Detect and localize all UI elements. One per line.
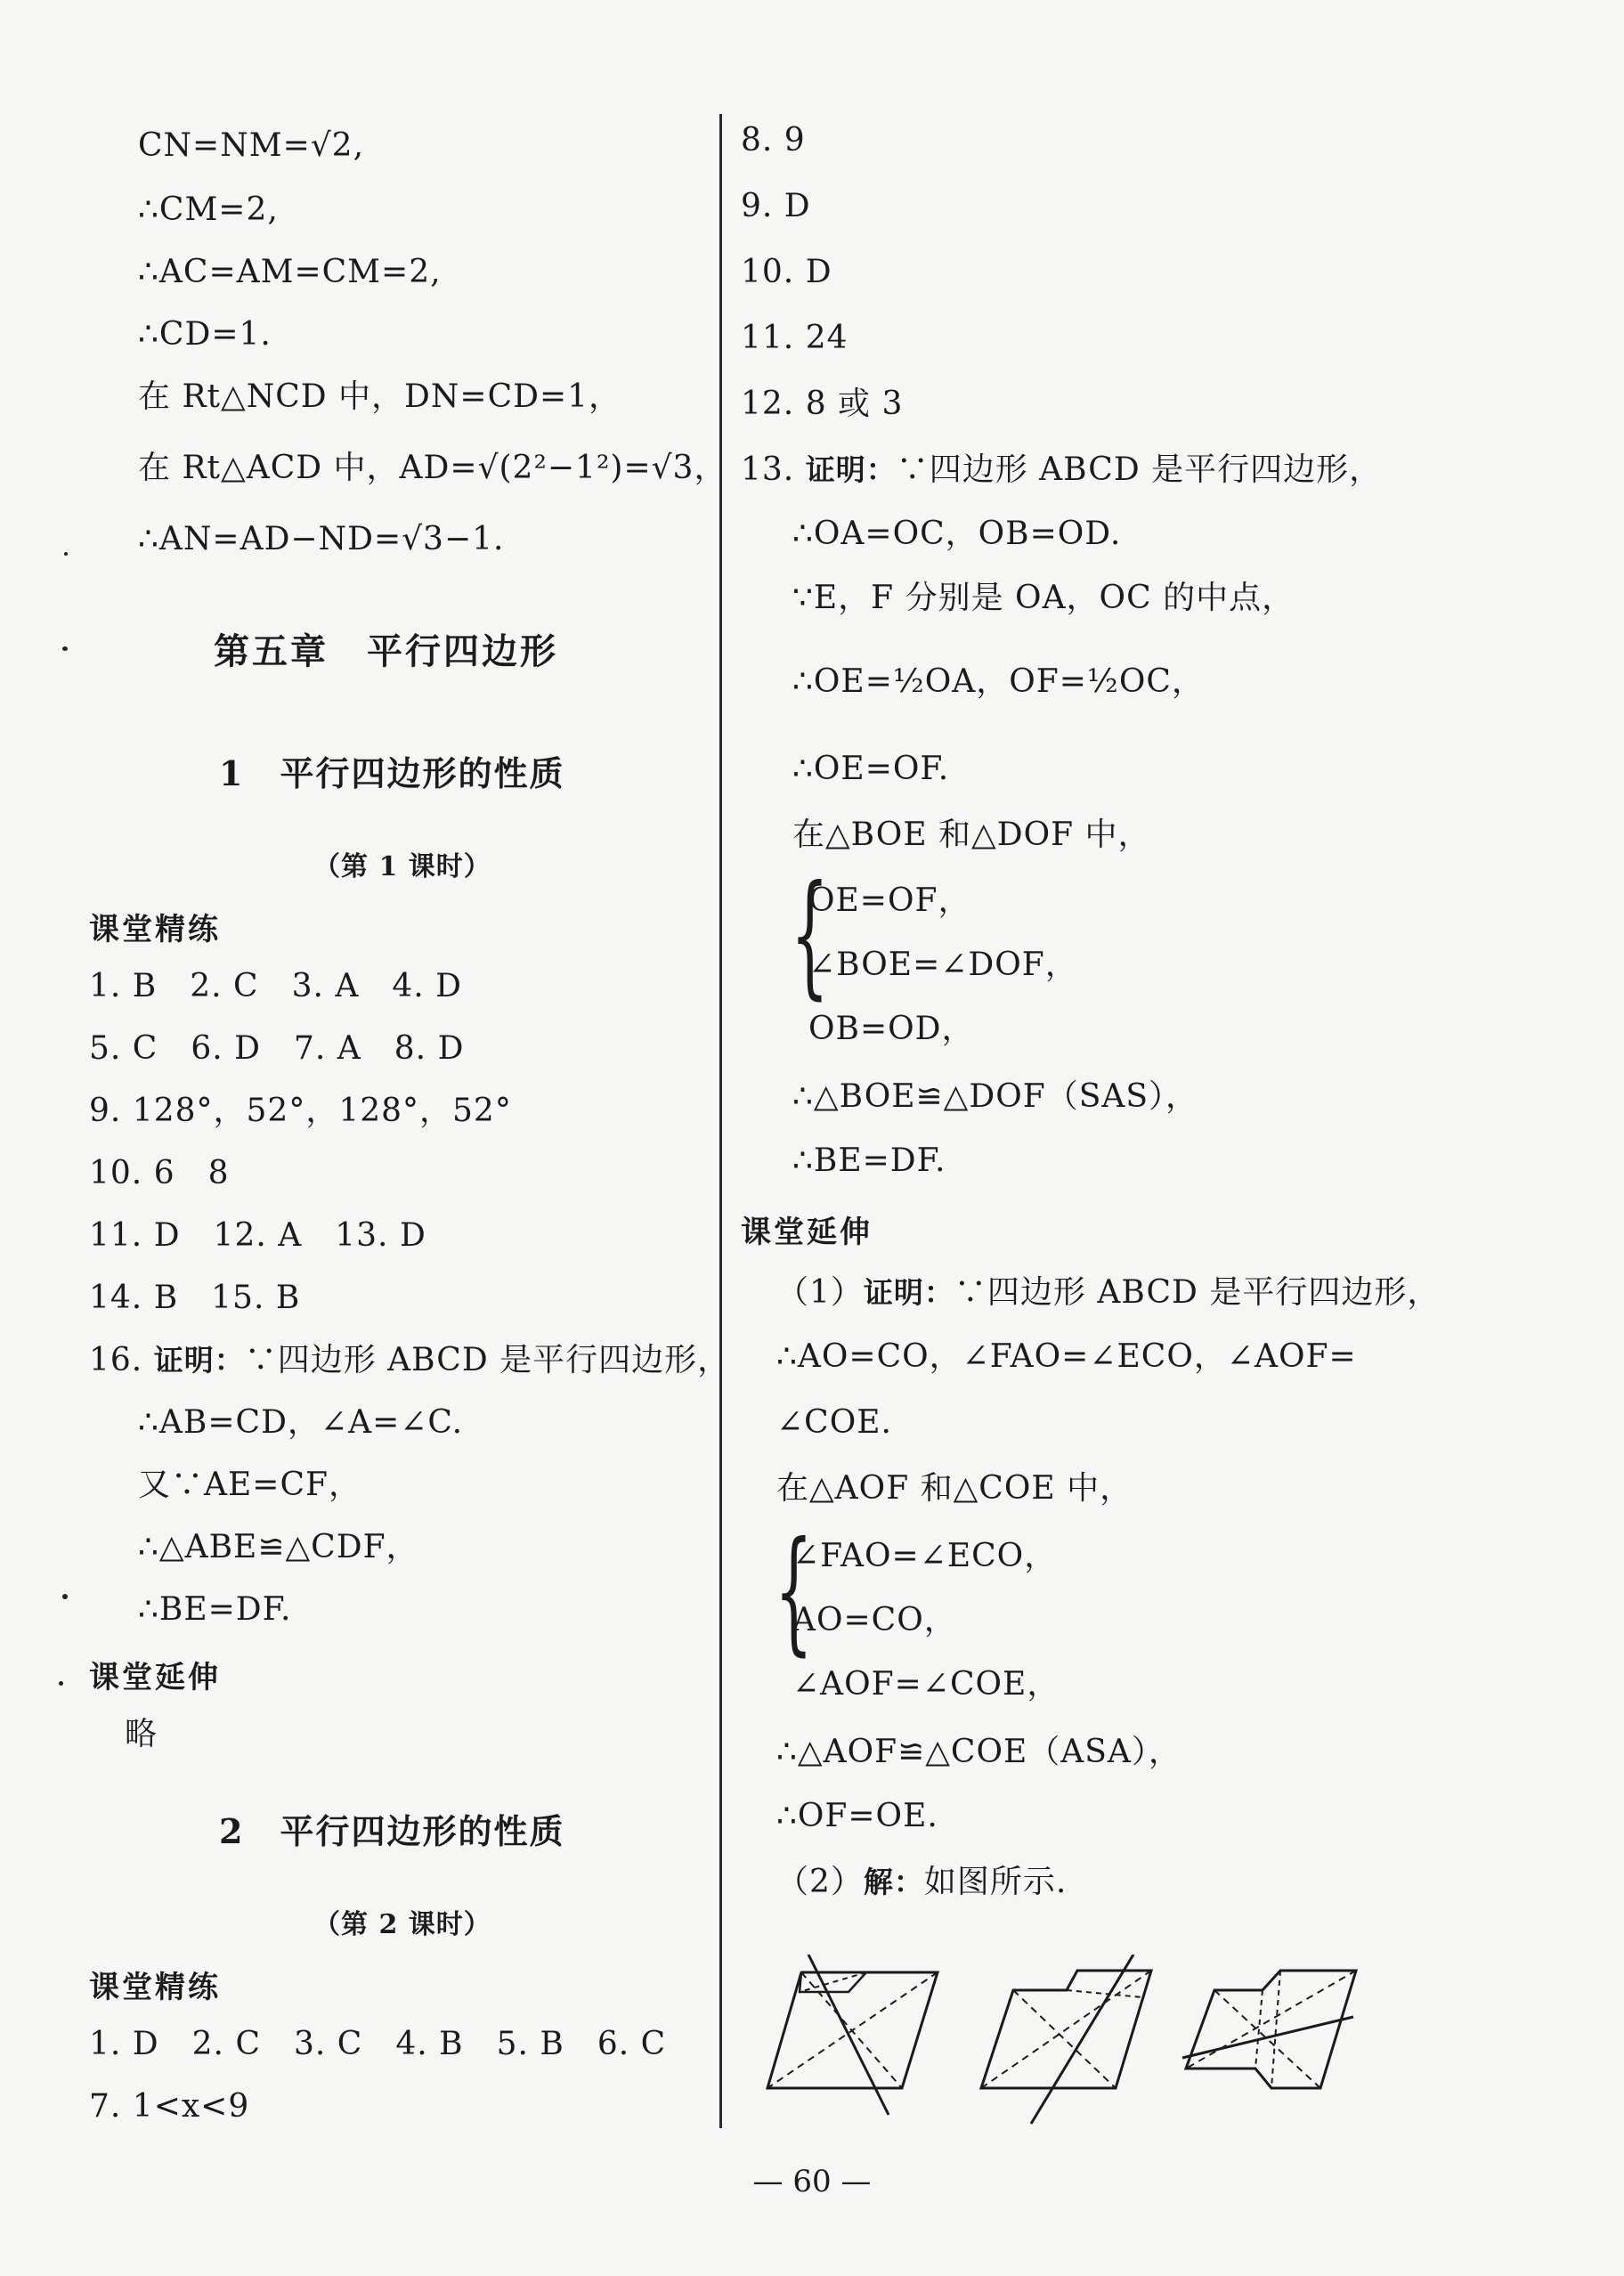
text-line: ∴AC=AM=CM=2, (138, 254, 442, 290)
part-prefix: （1） (776, 1274, 864, 1311)
proof-line: ∴△ABE≌△CDF， (138, 1529, 419, 1565)
practice-heading: 课堂精练 (89, 912, 221, 947)
proof-text: ∵四边形 ABCD 是平行四边形， (896, 451, 1383, 488)
answer-line: 1. D 2. C 3. C 4. B 5. B 6. C (89, 2026, 667, 2062)
lesson-label: （第 1 课时） (313, 851, 491, 882)
extension-1-line (776, 1273, 1440, 1313)
chapter-title: 第五章 平行四边形 (214, 630, 558, 672)
column-divider (719, 114, 722, 2128)
system-brace: { (775, 1514, 813, 1669)
proof-label: 证明： (153, 1343, 245, 1378)
answer-line: 8. 9 (741, 122, 806, 159)
page-number: — 60 — (752, 2164, 872, 2199)
text-line: 在 Rt△ACD 中，AD=√(2²−1²)=√3， (138, 450, 727, 486)
proof-13-line (741, 451, 1382, 490)
proof-line: ∴△AOF≌△COE（ASA）， (776, 1734, 1181, 1770)
proof-line: 在△BOE 和△DOF 中， (792, 817, 1151, 853)
figure-3-fold (1255, 1990, 1263, 2069)
solution-text: 如图所示. (923, 1864, 1068, 1900)
figure-1-diagonal (767, 1972, 938, 2088)
text-line: ∴CM=2, (138, 191, 279, 228)
answer-line: 10. 6 8 (89, 1155, 230, 1191)
proof-line: ∠COE. (776, 1404, 892, 1441)
scan-speck (64, 552, 68, 556)
figure-2-diagonal (1013, 1990, 1116, 2088)
system-line: ∠FAO=∠ECO， (792, 1538, 1058, 1574)
figure-3-fold (1271, 1971, 1280, 2088)
extension-heading: 课堂延伸 (741, 1215, 873, 1250)
extension-text: 略 (125, 1716, 158, 1752)
answer-line: 9. 128°，52°，128°，52° (89, 1093, 512, 1129)
extension-heading: 课堂延伸 (89, 1660, 221, 1695)
parallelogram-figures (764, 1955, 1387, 2142)
proof-label: 证明： (805, 452, 897, 487)
proof-line: ∴BE=DF. (792, 1142, 946, 1179)
practice-heading: 课堂精练 (89, 1970, 221, 2005)
answer-line: 11. 24 (741, 320, 849, 356)
figure-3-parallelogram (1186, 1971, 1356, 2088)
text-line: 在 Rt△NCD 中，DN=CD=1， (138, 378, 622, 415)
system-line: OB=OD， (808, 1011, 975, 1047)
scan-speck (59, 1681, 63, 1686)
proof-line: ∴OA=OC，OB=OD. (792, 516, 1122, 552)
proof-line: ∴OF=OE. (776, 1798, 938, 1834)
proof-line: ∴OE=½OA，OF=½OC， (792, 663, 1205, 700)
proof-label: 证明： (863, 1275, 954, 1310)
answer-line: 9. D (741, 188, 811, 224)
answer-line: 12. 8 或 3 (741, 386, 904, 422)
question-number: 13. (741, 451, 806, 488)
proof-text: ∵四边形 ABCD 是平行四边形， (954, 1274, 1441, 1311)
lesson-label: （第 2 课时） (313, 1909, 491, 1940)
text-line: CN=NM=√2, (138, 127, 365, 164)
figure-2-fold (1067, 1990, 1142, 1997)
figure-3 (1182, 1971, 1356, 2088)
section-title: 2 平行四边形的性质 (219, 1811, 565, 1851)
proof-line: ∴OE=OF. (792, 751, 950, 787)
figure-2-cut-line (1031, 1955, 1133, 2124)
figure-1 (767, 1955, 938, 2115)
system-line: OE=OF， (808, 882, 971, 919)
question-number: 16. (89, 1342, 154, 1378)
proof-text: ∵四边形 ABCD 是平行四边形， (244, 1342, 731, 1378)
text-line: ∴CD=1. (138, 316, 272, 353)
solution-label: 解： (863, 1865, 924, 1899)
extension-2-line (776, 1863, 1067, 1902)
answer-line: 5. C 6. D 7. A 8. D (89, 1030, 465, 1067)
system-brace: { (791, 858, 829, 1012)
part-prefix: （2） (776, 1864, 864, 1900)
figure-2 (981, 1955, 1151, 2124)
scan-speck (62, 1594, 68, 1599)
proof-line: ∴△BOE≌△DOF（SAS）， (792, 1078, 1199, 1115)
system-line: ∠BOE=∠DOF， (808, 947, 1078, 983)
figure-3-diagonal (1214, 1990, 1320, 2088)
answer-line: 1. B 2. C 3. A 4. D (89, 968, 463, 1004)
answer-line: 11. D 12. A 13. D (89, 1217, 426, 1254)
figure-1-cut-line (808, 1955, 889, 2115)
proof-line: ∴AO=CO，∠FAO=∠ECO，∠AOF= (776, 1338, 1357, 1375)
section-title: 1 平行四边形的性质 (219, 753, 565, 793)
proof-line: ∵E，F 分别是 OA，OC 的中点， (792, 580, 1295, 616)
scan-speck (62, 646, 68, 651)
proof-line: ∴AB=CD，∠A=∠C. (138, 1404, 464, 1441)
proof-line: ∴BE=DF. (138, 1591, 292, 1628)
answer-line: 7. 1<x<9 (89, 2088, 250, 2125)
answer-line: 14. B 15. B (89, 1280, 301, 1316)
system-line: ∠AOF=∠COE， (792, 1666, 1060, 1703)
answer-line: 10. D (741, 254, 832, 290)
figure-3-cut-line (1182, 2017, 1353, 2058)
system-line: AO=CO， (792, 1602, 957, 1638)
proof-16-line (89, 1341, 730, 1380)
proof-line: 又∵AE=CF， (138, 1467, 361, 1503)
text-line: ∴AN=AD−ND=√3−1. (138, 521, 505, 557)
proof-line: 在△AOF 和△COE 中， (776, 1470, 1133, 1507)
